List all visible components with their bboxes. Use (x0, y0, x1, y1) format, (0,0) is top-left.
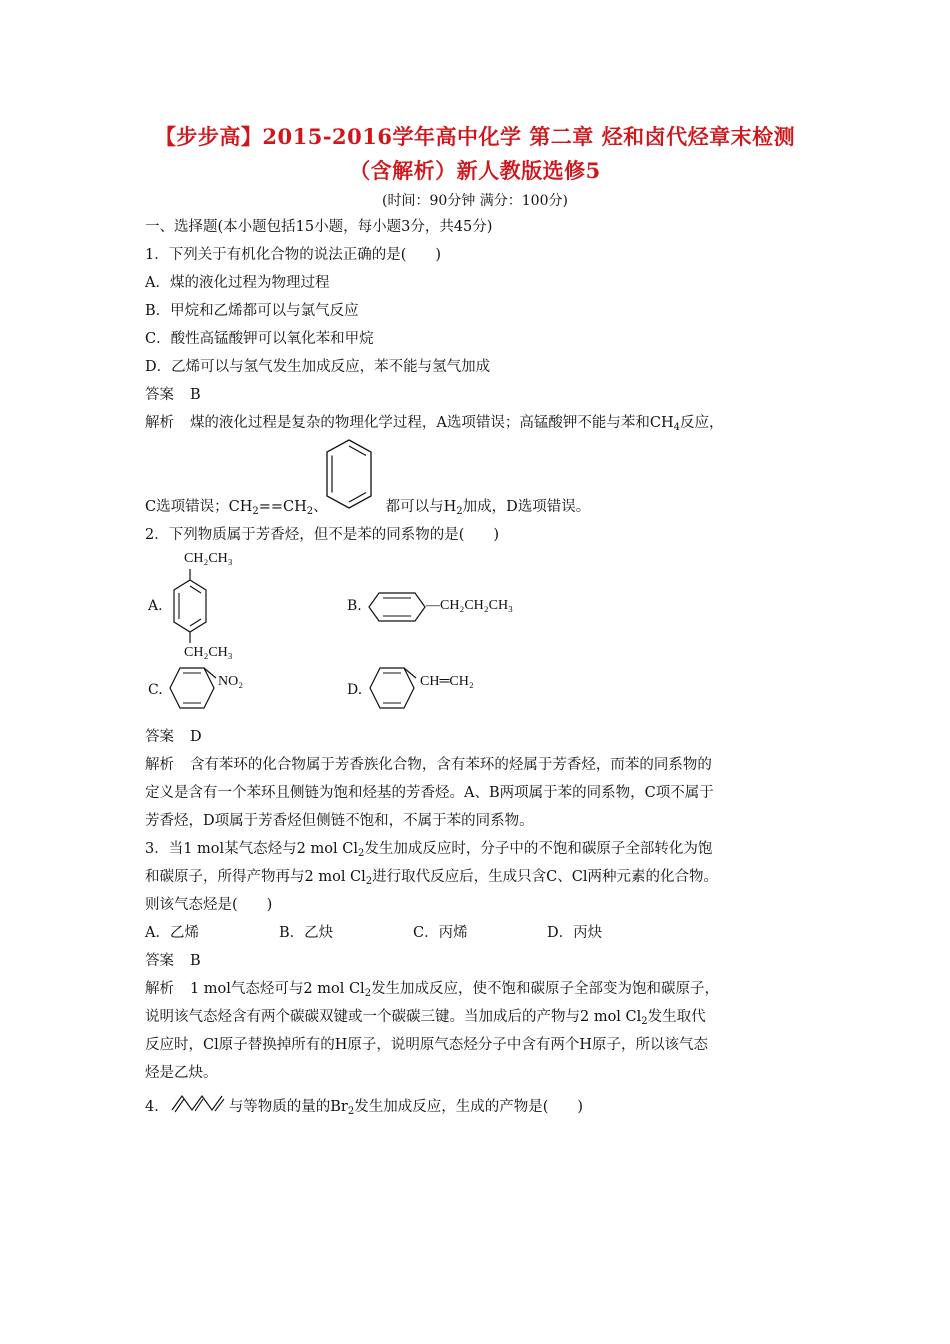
q1-option-d: D．乙烯可以与氢气发生加成反应，苯不能与氢气加成 (145, 359, 491, 375)
subscript: 2 (306, 506, 314, 517)
q2-c-nitro-group: NO₂ (218, 674, 244, 689)
q2-option-b-label: B. (347, 598, 362, 614)
q2-option-c-label: C. (148, 682, 163, 698)
stem-text: 与等物质的量的Br (228, 1099, 348, 1115)
q2-option-d-label: D. (347, 682, 363, 698)
subscript: 2 (252, 506, 259, 517)
q2-analysis-line-1 (145, 753, 712, 774)
stem-text: 3．当1 mol某气态烃与2 mol Cl (145, 841, 358, 857)
q1-option-c: C．酸性高锰酸钾可以氧化苯和甲烷 (145, 331, 374, 347)
q1-stem: 1．下列关于有机化合物的说法正确的是( ) (145, 247, 442, 263)
propylbenzene-ring-icon (369, 591, 433, 623)
q3-stem-line-3: 则该气态烃是( ) (145, 897, 273, 913)
q2-option-a-label: A. (148, 598, 163, 614)
analysis-text: 发生取代 (647, 1009, 706, 1025)
answer-value: B (189, 953, 201, 969)
analysis-text: 加成，D选项错误。 (462, 499, 591, 515)
q1-analysis-line-1 (145, 411, 724, 433)
analysis-text: 煤的液化过程是复杂的物理化学过程，A选项错误；高锰酸钾不能与苯和CH (189, 415, 674, 431)
answer-label: 答案 (145, 387, 174, 403)
question-number: 4． (145, 1099, 169, 1115)
q3-analysis-line-1 (145, 977, 719, 999)
analysis-text: 含有苯环的化合物属于芳香族化合物，含有苯环的烃属于芳香烃，而苯的同系物的 (189, 757, 712, 773)
subscript: 2 (365, 876, 373, 887)
subscript: 4 (673, 422, 681, 433)
stem-text: 和碳原子，所得产物再与2 mol Cl (145, 869, 366, 885)
q2-answer (145, 725, 202, 746)
q3-option-d: D．丙炔 (547, 925, 603, 941)
q3-options (145, 921, 602, 942)
subscript: 2 (357, 848, 365, 859)
subscript: 2 (347, 1106, 355, 1117)
exam-time-score: (时间：90分钟 满分：100分) (382, 193, 568, 209)
analysis-text: 1 mol气态烃可与2 mol Cl (189, 981, 365, 997)
answer-value: B (189, 387, 201, 403)
q3-option-c: C．丙烯 (413, 925, 468, 941)
q3-analysis-line-2 (145, 1005, 706, 1027)
document-title-line-2: （含解析）新人教版选修5 (349, 158, 601, 183)
analysis-text: ==CH (258, 499, 307, 515)
q1-answer (145, 383, 201, 404)
analysis-label: 解析 (145, 757, 174, 773)
analysis-label: 解析 (145, 415, 174, 431)
q3-stem-line-2 (145, 865, 718, 887)
q2-analysis-line-3: 芳香烃，D项属于芳香烃但侧链不饱和，不属于苯的同系物。 (145, 813, 534, 829)
stem-text: 发生加成反应，生成的产物是( ) (354, 1099, 584, 1115)
answer-label: 答案 (145, 953, 174, 969)
q1-option-b: B．甲烷和乙烯都可以与氯气反应 (145, 303, 359, 319)
q3-answer (145, 949, 201, 970)
q3-option-b: B．乙炔 (279, 925, 334, 941)
analysis-text: 反应， (680, 415, 724, 431)
q3-analysis-line-3: 反应时，Cl原子替换掉所有的H原子，说明原气态烃分子中含有两个H原子，所以该气态 (145, 1037, 709, 1053)
analysis-text: C选项错误；CH (145, 499, 253, 515)
analysis-text: 说明该气态烃含有两个碳碳双键或一个碳碳三键。当加成后的产物与2 mol Cl (145, 1009, 642, 1025)
subscript: 2 (641, 1016, 648, 1027)
q3-option-a: A．乙烯 (145, 925, 199, 941)
answer-label: 答案 (145, 729, 174, 745)
stem-text: 发生加成反应时，分子中的不饱和碳原子全部转化为饱 (364, 841, 713, 857)
analysis-text: 、 (313, 499, 328, 515)
q3-analysis-line-4: 烃是乙炔。 (145, 1065, 218, 1081)
analysis-text: 发生加成反应，使不饱和碳原子全部变为饱和碳原子， (371, 981, 720, 997)
analysis-label: 解析 (145, 981, 174, 997)
section-heading: 一、选择题(本小题包括15小题，每小题3分，共45分) (145, 219, 493, 235)
q1-option-a: A．煤的液化过程为物理过程 (145, 275, 330, 291)
q2-b-propyl-group: —CH₂CH₂CH₃ (426, 598, 513, 613)
q2-a-ethyl-top: CH₂CH₃ (184, 551, 233, 566)
q2-a-ethyl-bottom: CH₂CH₃ (184, 645, 233, 660)
q2-d-vinyl-group: CH═CH₂ (420, 674, 474, 689)
q3-stem-line-1 (145, 837, 712, 859)
q2-stem: 2．下列物质属于芳香烃，但不是苯的同系物的是( ) (145, 527, 500, 543)
q2-analysis-line-2: 定义是含有一个苯环且侧链为饱和烃基的芳香烃。A、B两项属于苯的同系物，C项不属于 (145, 785, 714, 801)
subscript: 2 (364, 988, 372, 999)
q1-analysis-line-2 (145, 495, 590, 517)
hexatriene-skeletal-structure-icon (170, 1090, 230, 1114)
answer-value: D (189, 729, 202, 745)
stem-text: 进行取代反应后，生成只含C、Cl两种元素的化合物。 (372, 869, 718, 885)
subscript: 2 (456, 506, 463, 517)
analysis-text: 都可以与H (385, 499, 457, 515)
p-diethylbenzene-structure-icon (170, 569, 210, 645)
document-title-line-1: 【步步高】2015-2016学年高中化学 第二章 烃和卤代烃章末检测 (154, 124, 796, 149)
